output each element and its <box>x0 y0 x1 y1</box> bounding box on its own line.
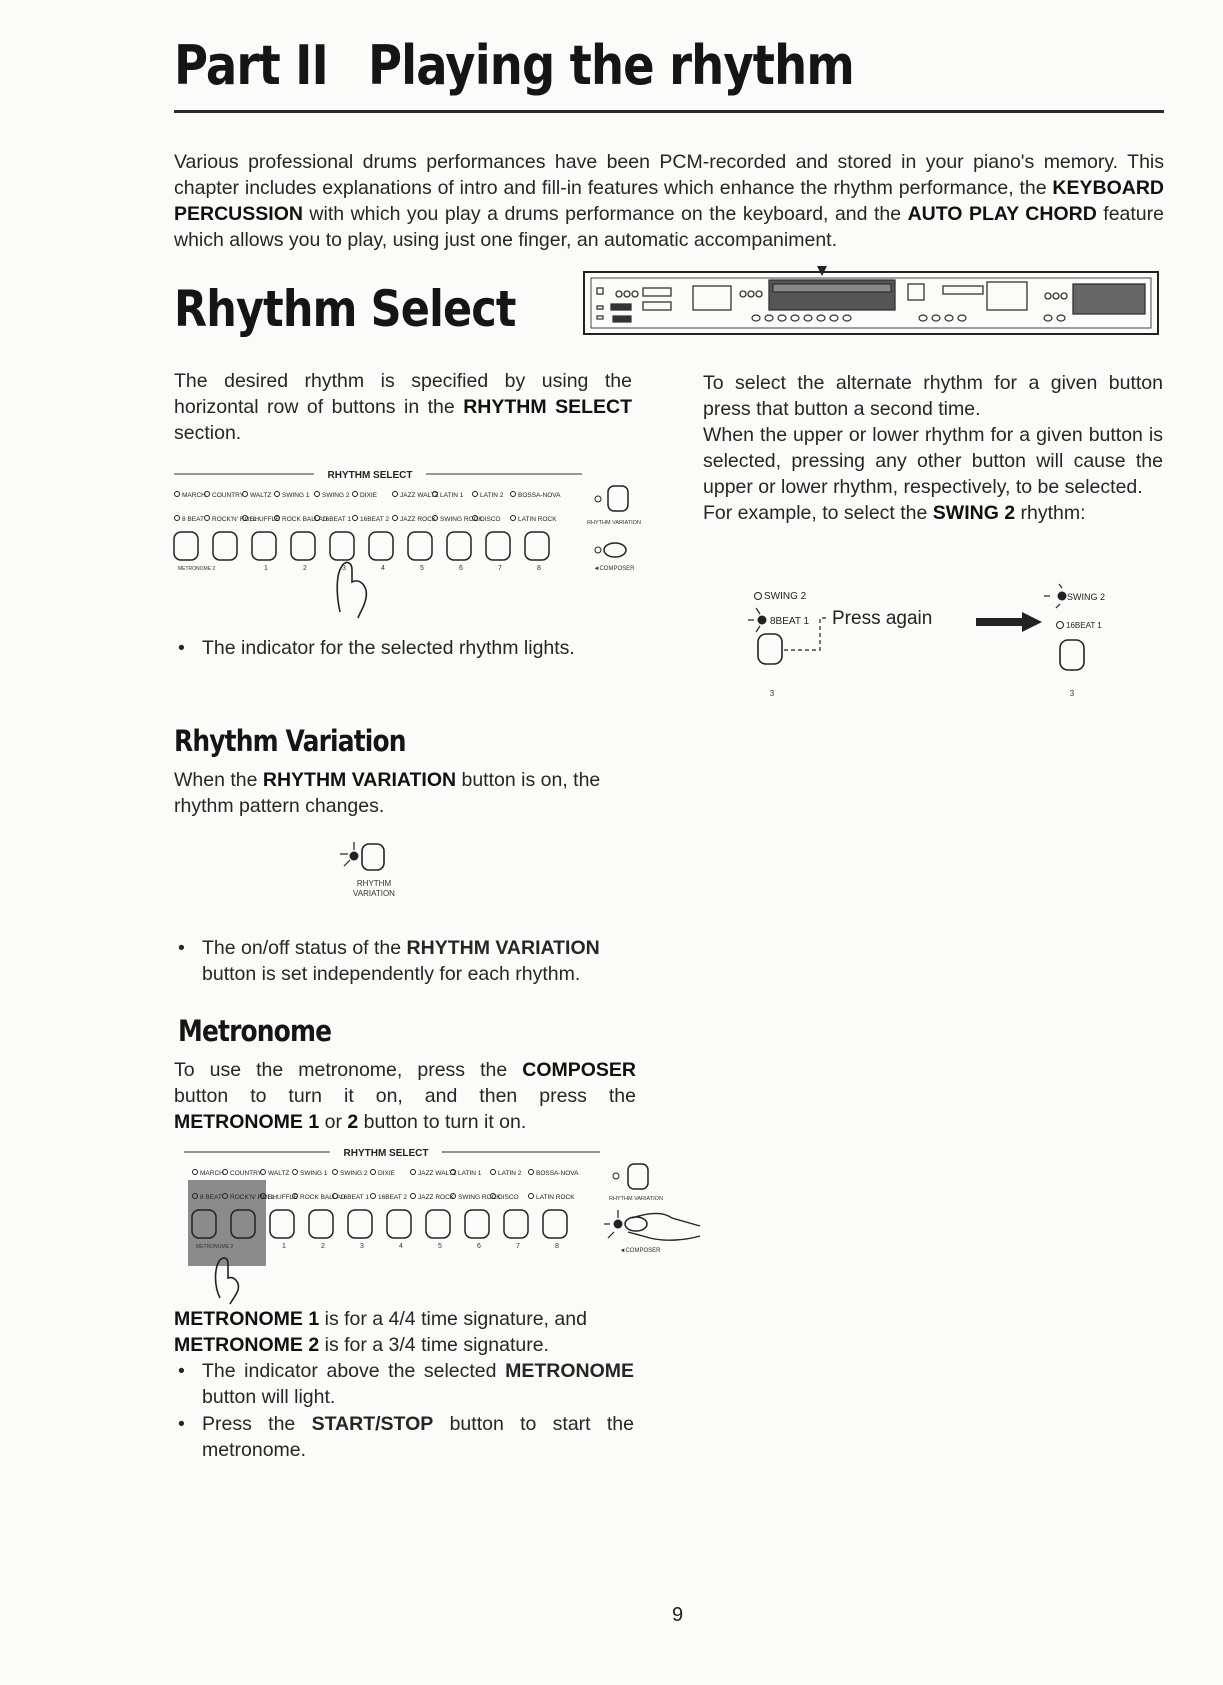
upper-rhythm-label: LATIN 2 <box>498 1170 522 1177</box>
example-right-upper: SWING 2 <box>1067 592 1106 602</box>
panel-title: RHYTHM SELECT <box>327 470 413 481</box>
lower-rhythm-label: 16BEAT 1 <box>322 516 352 523</box>
upper-rhythm-label: SWING 2 <box>340 1170 368 1177</box>
lower-indicator <box>529 1194 534 1199</box>
rhythm-button <box>213 532 237 560</box>
upper-rhythm-label: JAZZ WALTZ <box>418 1170 457 1177</box>
upper-rhythm-label: DIXIE <box>378 1170 395 1177</box>
rhythm-button <box>525 532 549 560</box>
lower-rhythm-label: LATIN ROCK <box>536 1194 575 1201</box>
button-number: 4 <box>381 565 385 572</box>
upper-indicator <box>491 1170 496 1175</box>
metronome-bullet-indicator: • The indicator above the selected METRONOME button will light. <box>178 1360 634 1408</box>
rhythm-button <box>252 532 276 560</box>
metronome-panel-diagram <box>180 1140 720 1305</box>
rhythm-button <box>369 532 393 560</box>
svg-text:◄COMPOSER: ◄COMPOSER <box>619 1248 661 1254</box>
lower-rhythm-label: 8 BEAT <box>200 1194 222 1201</box>
button-number: 3 <box>360 1243 364 1250</box>
variation-button <box>608 486 628 511</box>
upper-rhythm-label: SWING 1 <box>300 1170 328 1177</box>
svg-text:RHYTHM: RHYTHM <box>356 879 392 888</box>
lower-rhythm-label: ROCK BALLAD <box>282 516 328 523</box>
example-right-button <box>1060 640 1084 670</box>
lower-rhythm-label: SHUFFLE <box>268 1194 298 1201</box>
upper-rhythm-label: JAZZ WALTZ <box>400 492 439 499</box>
example-left-lower: 8BEAT 1 <box>770 616 810 627</box>
button-number: 5 <box>420 565 424 572</box>
upper-rhythm-label: MARCH <box>200 1170 224 1177</box>
alternate-rhythm-paragraph: To select the alternate rhythm for a given button press that button a second time. When the upper or lower rhythm for a given button is selected, pressing any other button will cause the upper or lower rhythm, respectively, to be selected. For example, to select the SWING 2 rhythm: <box>703 372 1163 524</box>
button-number: 1 <box>264 565 268 572</box>
upper-indicator <box>333 1170 338 1175</box>
upper-indicator <box>353 492 358 497</box>
svg-text:3: 3 <box>1069 689 1075 698</box>
upper-indicator <box>293 1170 298 1175</box>
upper-rhythm-label: SWING 2 <box>322 492 350 499</box>
rhythm-button <box>504 1210 528 1238</box>
lower-rhythm-label: SWING ROCK <box>458 1194 501 1201</box>
lower-rhythm-label: ROCK BALLAD <box>300 1194 346 1201</box>
svg-text:VARIATION: VARIATION <box>353 889 395 898</box>
rhythm-variation-heading: Rhythm Variation <box>174 724 406 758</box>
upper-rhythm-label: SWING 1 <box>282 492 310 499</box>
lower-rhythm-label: SWING ROCK <box>440 516 483 523</box>
button-number: 3 <box>342 565 346 572</box>
example-left-upper: SWING 2 <box>764 591 807 602</box>
title-rule <box>174 110 1164 113</box>
upper-indicator <box>193 1170 198 1175</box>
lower-rhythm-label: 8 BEAT <box>182 516 204 523</box>
rhythm-button <box>426 1210 450 1238</box>
upper-rhythm-label: BOSSA-NOVA <box>536 1170 579 1177</box>
button-number: 8 <box>555 1243 559 1250</box>
rhythm-select-bullet: • The indicator for the selected rhythm lights. <box>178 637 575 659</box>
rhythm-button <box>270 1210 294 1238</box>
composer-label: ◄COMPOSER <box>593 566 635 572</box>
rhythm-select-panel-diagram <box>170 462 650 632</box>
svg-text:RHYTHM SELECT: RHYTHM SELECT <box>343 1148 429 1159</box>
lower-rhythm-label: ROCK'N' ROLL <box>212 516 257 523</box>
upper-rhythm-label: MARCH <box>182 492 206 499</box>
rhythm-button <box>330 532 354 560</box>
svg-text:3: 3 <box>769 689 775 698</box>
lower-rhythm-label: DISCO <box>480 516 501 523</box>
button-number: 8 <box>537 565 541 572</box>
lower-indicator <box>371 1194 376 1199</box>
lower-rhythm-label: SHUFFLE <box>250 516 280 523</box>
upper-rhythm-label: LATIN 2 <box>480 492 504 499</box>
composer-button <box>604 543 626 557</box>
upper-rhythm-label: LATIN 1 <box>458 1170 482 1177</box>
upper-rhythm-label: WALTZ <box>268 1170 290 1177</box>
rhythm-button <box>447 532 471 560</box>
upper-indicator <box>511 492 516 497</box>
lower-rhythm-label: 16BEAT 2 <box>360 516 390 523</box>
page-number: 9 <box>672 1604 684 1626</box>
rhythm-button <box>291 532 315 560</box>
upper-indicator <box>529 1170 534 1175</box>
rhythm-variation-button <box>362 844 384 870</box>
rhythm-button <box>486 532 510 560</box>
button-number: 7 <box>498 565 502 572</box>
upper-rhythm-label: COUNTRY <box>230 1170 263 1177</box>
upper-indicator <box>175 492 180 497</box>
arrow-icon <box>976 612 1042 632</box>
metronome-paragraph: To use the metronome, press the COMPOSER button to turn it on, and then press the METRONOME 1 or 2 button to turn it on. <box>174 1059 636 1133</box>
rhythm-button <box>543 1210 567 1238</box>
upper-rhythm-label: DIXIE <box>360 492 377 499</box>
rhythm-select-heading: Rhythm Select <box>174 280 516 338</box>
button-number: 6 <box>477 1243 481 1250</box>
upper-rhythm-label: COUNTRY <box>212 492 245 499</box>
button-number: 5 <box>438 1243 442 1250</box>
rhythm-variation-bullet: • The on/off status of the RHYTHM VARIATION button is set independently for each rhythm. <box>178 937 600 985</box>
button-number: 7 <box>516 1243 520 1250</box>
upper-rhythm-label: BOSSA-NOVA <box>518 492 561 499</box>
lower-rhythm-label: JAZZ ROCK <box>418 1194 455 1201</box>
variation-label: RHYTHM VARIATION <box>587 520 641 526</box>
metronome-signature-paragraph: METRONOME 1 is for a 4/4 time signature, and METRONOME 2 is for a 3/4 time signature. <box>174 1308 587 1356</box>
lower-rhythm-label: DISCO <box>498 1194 519 1201</box>
upper-rhythm-label: WALTZ <box>250 492 272 499</box>
example-left-button <box>758 634 782 664</box>
lower-indicator <box>411 1194 416 1199</box>
upper-indicator <box>411 1170 416 1175</box>
button-number: METRONOME 2 <box>196 1244 234 1250</box>
upper-rhythm-label: LATIN 1 <box>440 492 464 499</box>
intro-paragraph: Various professional drums performances have been PCM-recorded and stored in your piano's memory. This chapter includes explanations of intro and fill-in features which enhance the rhythm performance, the KEYBOARD PERCUSSION with which you play a drums performance on the keyboard, and the AUTO PLAY CHORD feature which allows you to play, using just one finger, an automatic accompaniment. <box>174 151 1164 251</box>
rhythm-button <box>348 1210 372 1238</box>
lower-rhythm-label: ROCK'N' ROLL <box>230 1194 275 1201</box>
example-right-lower: 16BEAT 1 <box>1066 621 1102 630</box>
svg-text:RHYTHM VARIATION: RHYTHM VARIATION <box>609 1196 663 1202</box>
page-title: Playing the rhythm <box>368 34 854 97</box>
rhythm-select-paragraph: The desired rhythm is specified by using the horizontal row of buttons in the RHYTHM SELECT section. <box>174 370 633 444</box>
lower-rhythm-label: 16BEAT 2 <box>378 1194 408 1201</box>
lower-indicator <box>393 516 398 521</box>
upper-indicator <box>371 1170 376 1175</box>
upper-indicator <box>315 492 320 497</box>
metronome-bullet-startstop: • Press the START/STOP button to start the metronome. <box>178 1413 634 1461</box>
button-number: METRONOME 2 <box>178 566 216 572</box>
rhythm-button <box>408 532 432 560</box>
part-label: Part II <box>174 34 328 97</box>
lower-indicator <box>205 516 210 521</box>
lower-rhythm-label: 16BEAT 1 <box>340 1194 370 1201</box>
lower-rhythm-label: JAZZ ROCK <box>400 516 437 523</box>
rhythm-variation-button-diagram <box>334 836 424 904</box>
lower-indicator <box>511 516 516 521</box>
rhythm-button <box>387 1210 411 1238</box>
upper-indicator <box>473 492 478 497</box>
keyboard-panel-illustration <box>583 266 1159 336</box>
upper-indicator <box>393 492 398 497</box>
metronome-heading: Metronome <box>178 1014 332 1048</box>
button-number: 4 <box>399 1243 403 1250</box>
lower-indicator <box>353 516 358 521</box>
rhythm-variation-paragraph: When the RHYTHM VARIATION button is on, the rhythm pattern changes. <box>174 769 601 817</box>
lower-indicator <box>175 516 180 521</box>
button-number: 1 <box>282 1243 286 1250</box>
button-number: 2 <box>303 565 307 572</box>
lower-rhythm-label: LATIN ROCK <box>518 516 557 523</box>
upper-indicator <box>275 492 280 497</box>
swing2-example-diagram <box>750 584 1106 700</box>
button-number: 2 <box>321 1243 325 1250</box>
rhythm-button <box>309 1210 333 1238</box>
button-number: 6 <box>459 565 463 572</box>
press-again-label: Press again <box>832 608 933 629</box>
rhythm-button <box>465 1210 489 1238</box>
rhythm-button <box>174 532 198 560</box>
